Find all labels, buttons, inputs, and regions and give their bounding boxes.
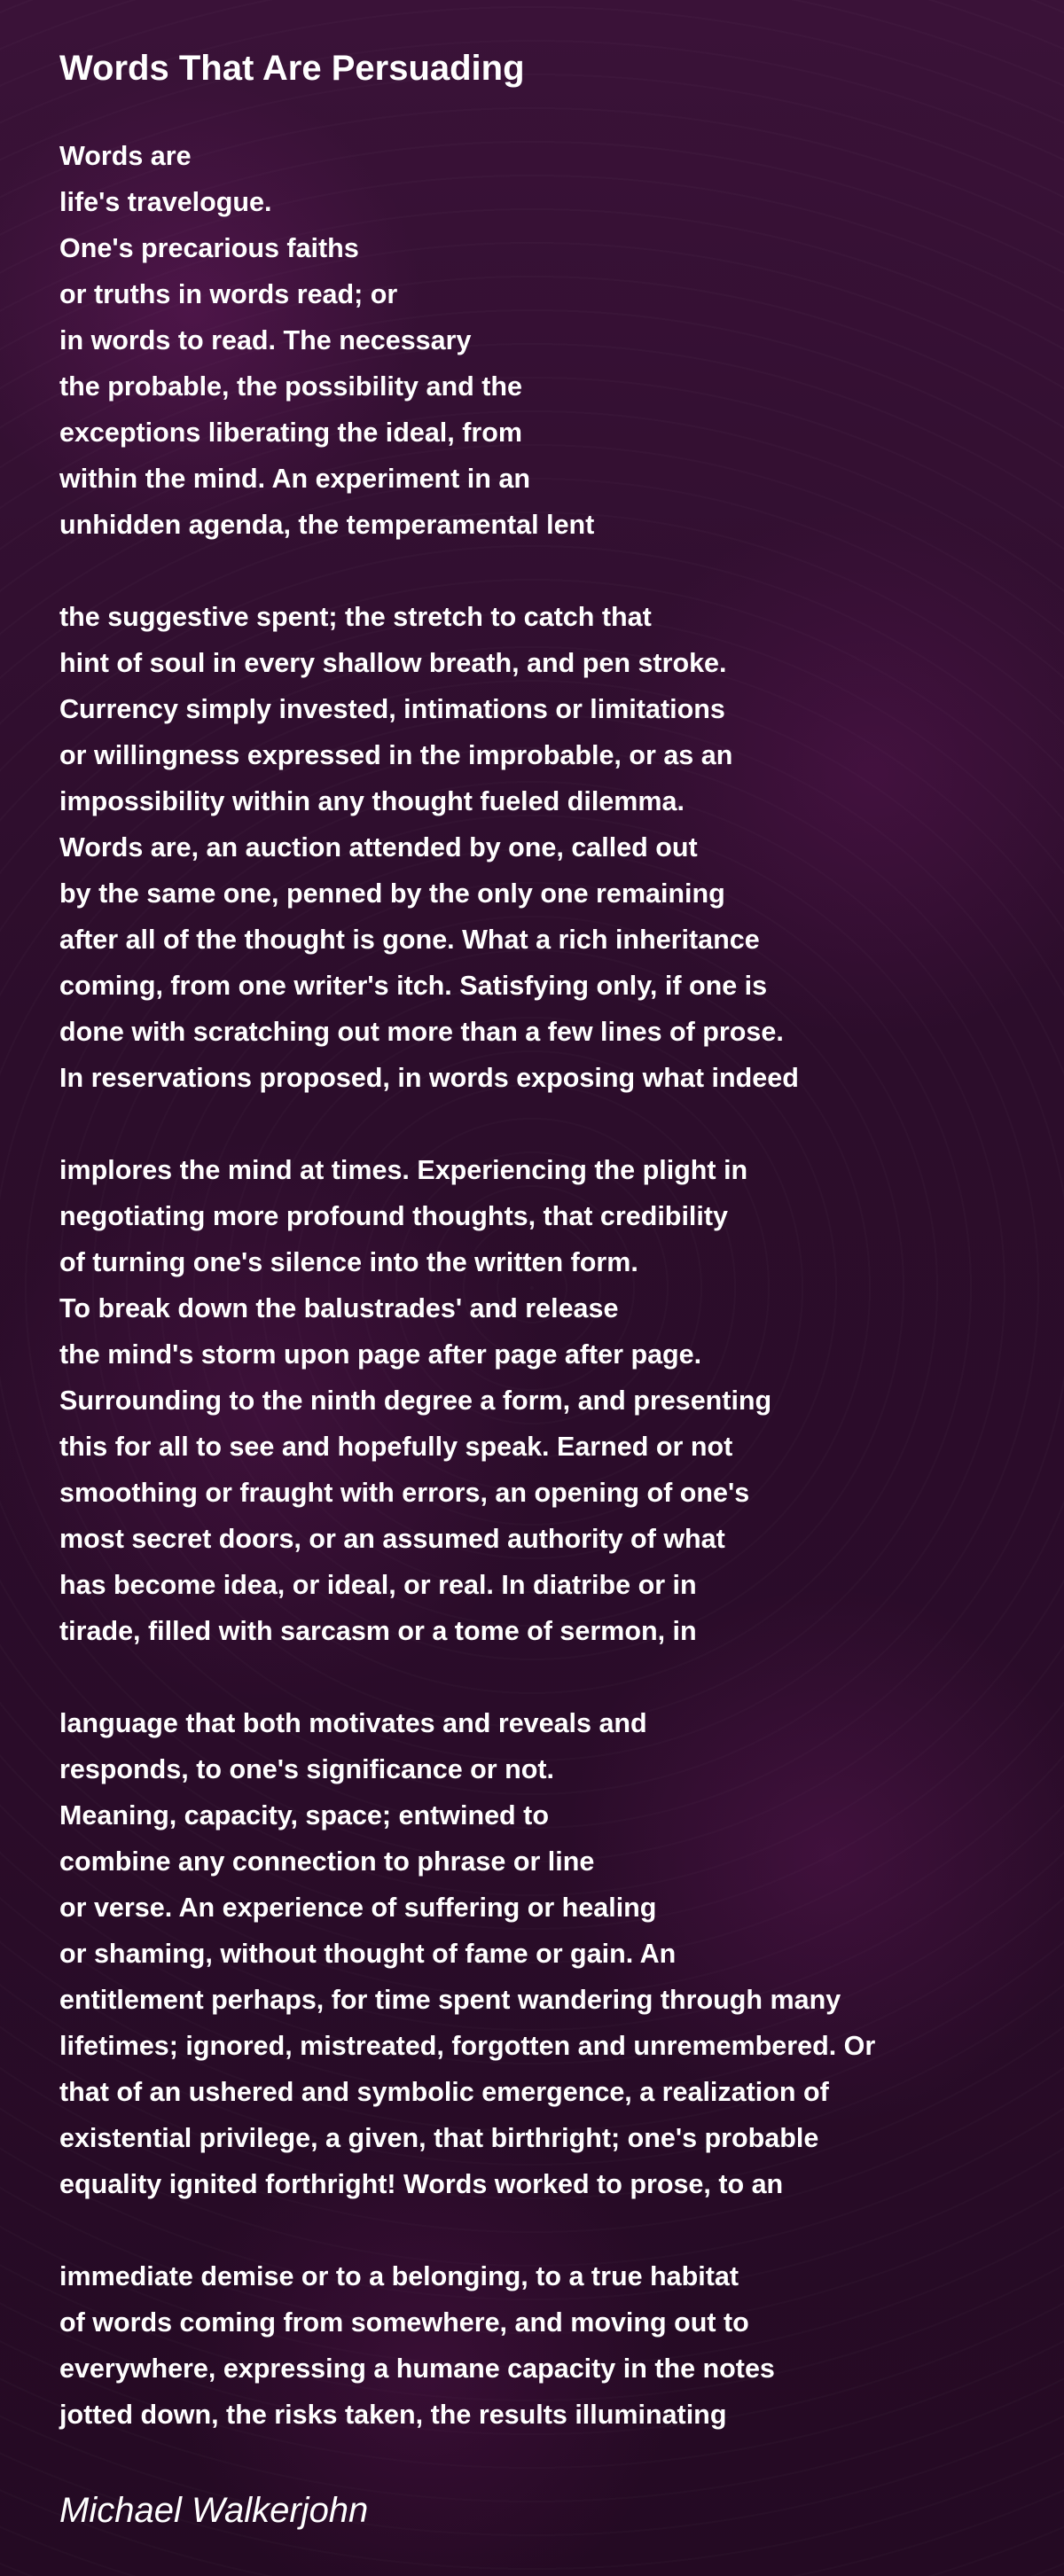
poem-line: equality ignited forthright! Words worked to prose, to an — [59, 2169, 784, 2199]
poem-line: One's precarious faiths — [59, 233, 359, 263]
poem-line: immediate demise or to a belonging, to a true habitat — [59, 2261, 739, 2291]
poem-line: hint of soul in every shallow breath, and pen stroke. — [59, 648, 727, 678]
poem-line: combine any connection to phrase or line — [59, 1846, 595, 1877]
poem-line: unhidden agenda, the temperamental lent — [59, 510, 595, 540]
poem-line: In reservations proposed, in words exposing what indeed — [59, 1063, 799, 1093]
poem-line: entitlement perhaps, for time spent wandering through many — [59, 1985, 841, 2015]
poem-title: Words That Are Persuading — [59, 49, 525, 88]
poem-line: responds, to one's significance or not. — [59, 1754, 555, 1784]
poem-line: To break down the balustrades' and release — [59, 1293, 619, 1323]
poem-line: or verse. An experience of suffering or healing — [59, 1893, 657, 1923]
poem-line: lifetimes; ignored, mistreated, forgotten and unremembered. Or — [59, 2031, 876, 2061]
poem-line: by the same one, penned by the only one remaining — [59, 878, 725, 909]
poem-line: or truths in words read; or — [59, 279, 398, 309]
poem-body — [59, 133, 1017, 2484]
poem-line: life's travelogue. — [59, 187, 272, 217]
poem-line: this for all to see and hopefully speak. Earned or not — [59, 1432, 733, 1462]
poem-line: in words to read. The necessary — [59, 325, 472, 355]
poem-line: everywhere, expressing a humane capacity in the notes — [59, 2354, 775, 2384]
poem-line: that of an ushered and symbolic emergence, a realization of — [59, 2077, 829, 2107]
poem-stanza — [59, 594, 1017, 1101]
poem-line: most secret doors, or an assumed authority of what — [59, 1524, 725, 1554]
poem-line: after all of the thought is gone. What a rich inheritance — [59, 925, 760, 955]
poem-author: Michael Walkerjohn — [59, 2491, 369, 2530]
poem-stanza — [59, 2253, 1017, 2438]
poem-stanza — [59, 1147, 1017, 1654]
poem-line: the suggestive spent; the stretch to catch that — [59, 602, 652, 632]
poem-line: implores the mind at times. Experiencing the plight in — [59, 1155, 748, 1185]
poem-line: tirade, filled with sarcasm or a tome of sermon, in — [59, 1616, 697, 1646]
poem-line: Currency simply invested, intimations or limitations — [59, 694, 725, 724]
poem-line: negotiating more profound thoughts, that credibility — [59, 1201, 728, 1231]
poem-line: coming, from one writer's itch. Satisfying only, if one is — [59, 971, 768, 1001]
poem-line: or willingness expressed in the improbable, or as an — [59, 740, 733, 770]
poem-line: Meaning, capacity, space; entwined to — [59, 1800, 549, 1831]
poem-line: within the mind. An experiment in an — [59, 464, 530, 494]
poem-line: of words coming from somewhere, and moving out to — [59, 2307, 749, 2338]
poem-line: Words are, an auction attended by one, called out — [59, 832, 698, 863]
poem-line: has become idea, or ideal, or real. In diatribe or in — [59, 1570, 697, 1600]
poem-line: of turning one's silence into the written form. — [59, 1247, 638, 1277]
poem-line: Words are — [59, 141, 192, 171]
poem-line: impossibility within any thought fueled dilemma. — [59, 786, 685, 816]
poem-line: jotted down, the risks taken, the results illuminating — [59, 2400, 727, 2430]
poem-line: language that both motivates and reveals and — [59, 1708, 647, 1738]
poem-line: smoothing or fraught with errors, an opening of one's — [59, 1478, 750, 1508]
poem-stanza — [59, 1700, 1017, 2207]
poem-line: exceptions liberating the ideal, from — [59, 418, 522, 448]
poem-line: or shaming, without thought of fame or gain. An — [59, 1939, 677, 1969]
poem-line: the probable, the possibility and the — [59, 371, 522, 402]
poem-line: the mind's storm upon page after page after page. — [59, 1339, 702, 1370]
poem-line: done with scratching out more than a few lines of prose. — [59, 1017, 784, 1047]
poem-line: Surrounding to the ninth degree a form, and presenting — [59, 1386, 772, 1416]
poem-stanza — [59, 133, 1017, 548]
poem-line: existential privilege, a given, that birthright; one's probable — [59, 2123, 819, 2153]
